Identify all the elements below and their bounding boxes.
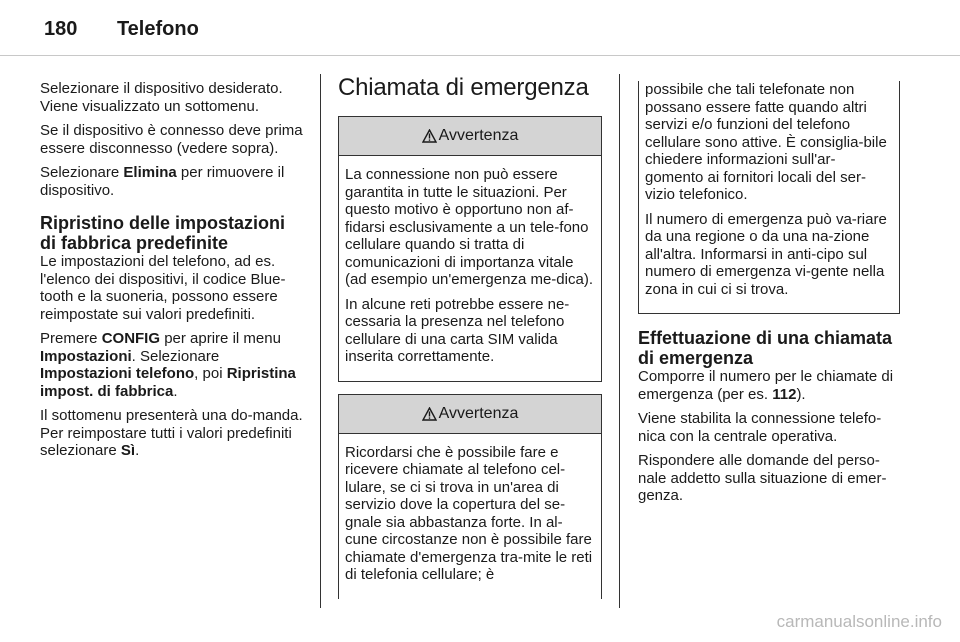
warning-label: Avvertenza bbox=[438, 127, 519, 145]
paragraph bbox=[40, 330, 306, 400]
text: Selezionare bbox=[40, 164, 124, 181]
warning-body bbox=[339, 434, 601, 599]
text: Il sottomenu presenterà una do-manda. Per reimpostare tutti i valori predefiniti selezionare bbox=[40, 407, 303, 459]
section-title: Chiamata di emergenza bbox=[338, 74, 589, 101]
paragraph: Il numero di emergenza può va-riare da una regione o da una na-zione all'altra. Informarsi in anti-cipo sul numero di emergenza vi-gente nella zona in cui ci si trova. bbox=[645, 210, 887, 298]
header-rule bbox=[0, 55, 960, 56]
paragraph: Le impostazioni del telefono, ad es. l'elenco dei dispositivi, il codice Blue-tooth e la suoneria, possono essere reimpostate sui valori predefiniti. bbox=[40, 253, 286, 323]
text: . bbox=[135, 442, 140, 459]
paragraph: possibile che tali telefonate non possano essere fatte quando altri servizi e/o funzioni del telefono cellulare sono attive. È consiglia-bile chiedere informazioni sull'ar-gomento ai fornitori locali del ser-vizio telefonico. bbox=[645, 81, 887, 203]
menu-term: Impostazioni telefono bbox=[40, 365, 195, 382]
paragraph bbox=[638, 368, 902, 403]
watermark: carmanualsonline.info bbox=[776, 612, 942, 631]
menu-term: Ripristina impost. di fabbrica bbox=[40, 365, 296, 400]
warning-box bbox=[338, 394, 602, 599]
text: . Selezionare bbox=[131, 347, 220, 365]
warning-box bbox=[338, 116, 602, 382]
section-heading: Ripristino delle impostazioni di fabbrica predefinite bbox=[40, 213, 286, 253]
emergency-number: 112 bbox=[772, 385, 797, 403]
warning-box-continued bbox=[638, 81, 900, 314]
paragraph: In alcune reti potrebbe essere ne-cessaria la presenza nel telefono cellulare di una carta SIM valida inserita correttamente. bbox=[345, 295, 570, 365]
paragraph: Ricordarsi che è possibile fare e ricevere chiamate al telefono cel-lulare, se ci si trova in un'area di servizio dove la copertura del se-gnale sia abbastanza forte. In al-cune circostanze non è possibile fare chiamate d'emergenza tra-mite le reti di telefonia cellulare; è bbox=[345, 443, 593, 583]
paragraph: Rispondere alle domande del perso-nale addetto sulla situazione di emer-genza. bbox=[638, 452, 887, 504]
text: per aprire il menu bbox=[160, 330, 281, 347]
text: . bbox=[173, 382, 178, 400]
paragraph bbox=[40, 407, 306, 460]
column-3 bbox=[638, 81, 902, 512]
column-divider-2 bbox=[619, 74, 620, 608]
page-number: 180 bbox=[44, 18, 78, 40]
warning-header bbox=[339, 395, 601, 434]
menu-term: Sì bbox=[120, 442, 136, 459]
paragraph bbox=[40, 164, 306, 199]
paragraph: Selezionare il dispositivo desiderato. Viene visualizzato un sottomenu. bbox=[40, 80, 283, 115]
warning-triangle-icon bbox=[422, 407, 437, 421]
page-title: Telefono bbox=[116, 18, 199, 40]
menu-term: CONFIG bbox=[101, 330, 161, 347]
warning-body bbox=[339, 156, 601, 381]
column-1 bbox=[40, 80, 306, 467]
paragraph: La connessione non può essere garantita in tutte le situazioni. Per questo motivo è opportuno non af-fidarsi esclusivamente a un tele-fono cellulare quando si tratta di comunicazioni di importanza vitale (ad esempio un'emergenza me-dica). bbox=[345, 166, 593, 288]
column-2 bbox=[338, 74, 602, 599]
text: ). bbox=[796, 385, 806, 403]
page-header bbox=[44, 18, 199, 41]
text: Comporre il numero per le chiamate di emergenza (per es. bbox=[638, 368, 894, 403]
text: per rimuovere il dispositivo. bbox=[40, 164, 285, 199]
paragraph: Viene stabilita la connessione telefo-nica con la centrale operativa. bbox=[638, 410, 882, 445]
text: Premere bbox=[40, 330, 102, 347]
menu-term: Elimina bbox=[123, 164, 177, 181]
warning-label: Avvertenza bbox=[438, 404, 519, 422]
text: , poi bbox=[194, 365, 227, 382]
menu-term: Impostazioni bbox=[40, 347, 132, 365]
warning-triangle-icon bbox=[422, 129, 437, 143]
column-divider-1 bbox=[320, 74, 321, 608]
section-heading: Effettuazione di una chiamata di emergenza bbox=[638, 328, 893, 368]
warning-header bbox=[339, 117, 601, 156]
paragraph: Se il dispositivo è connesso deve prima essere disconnesso (vedere sopra). bbox=[40, 122, 303, 157]
